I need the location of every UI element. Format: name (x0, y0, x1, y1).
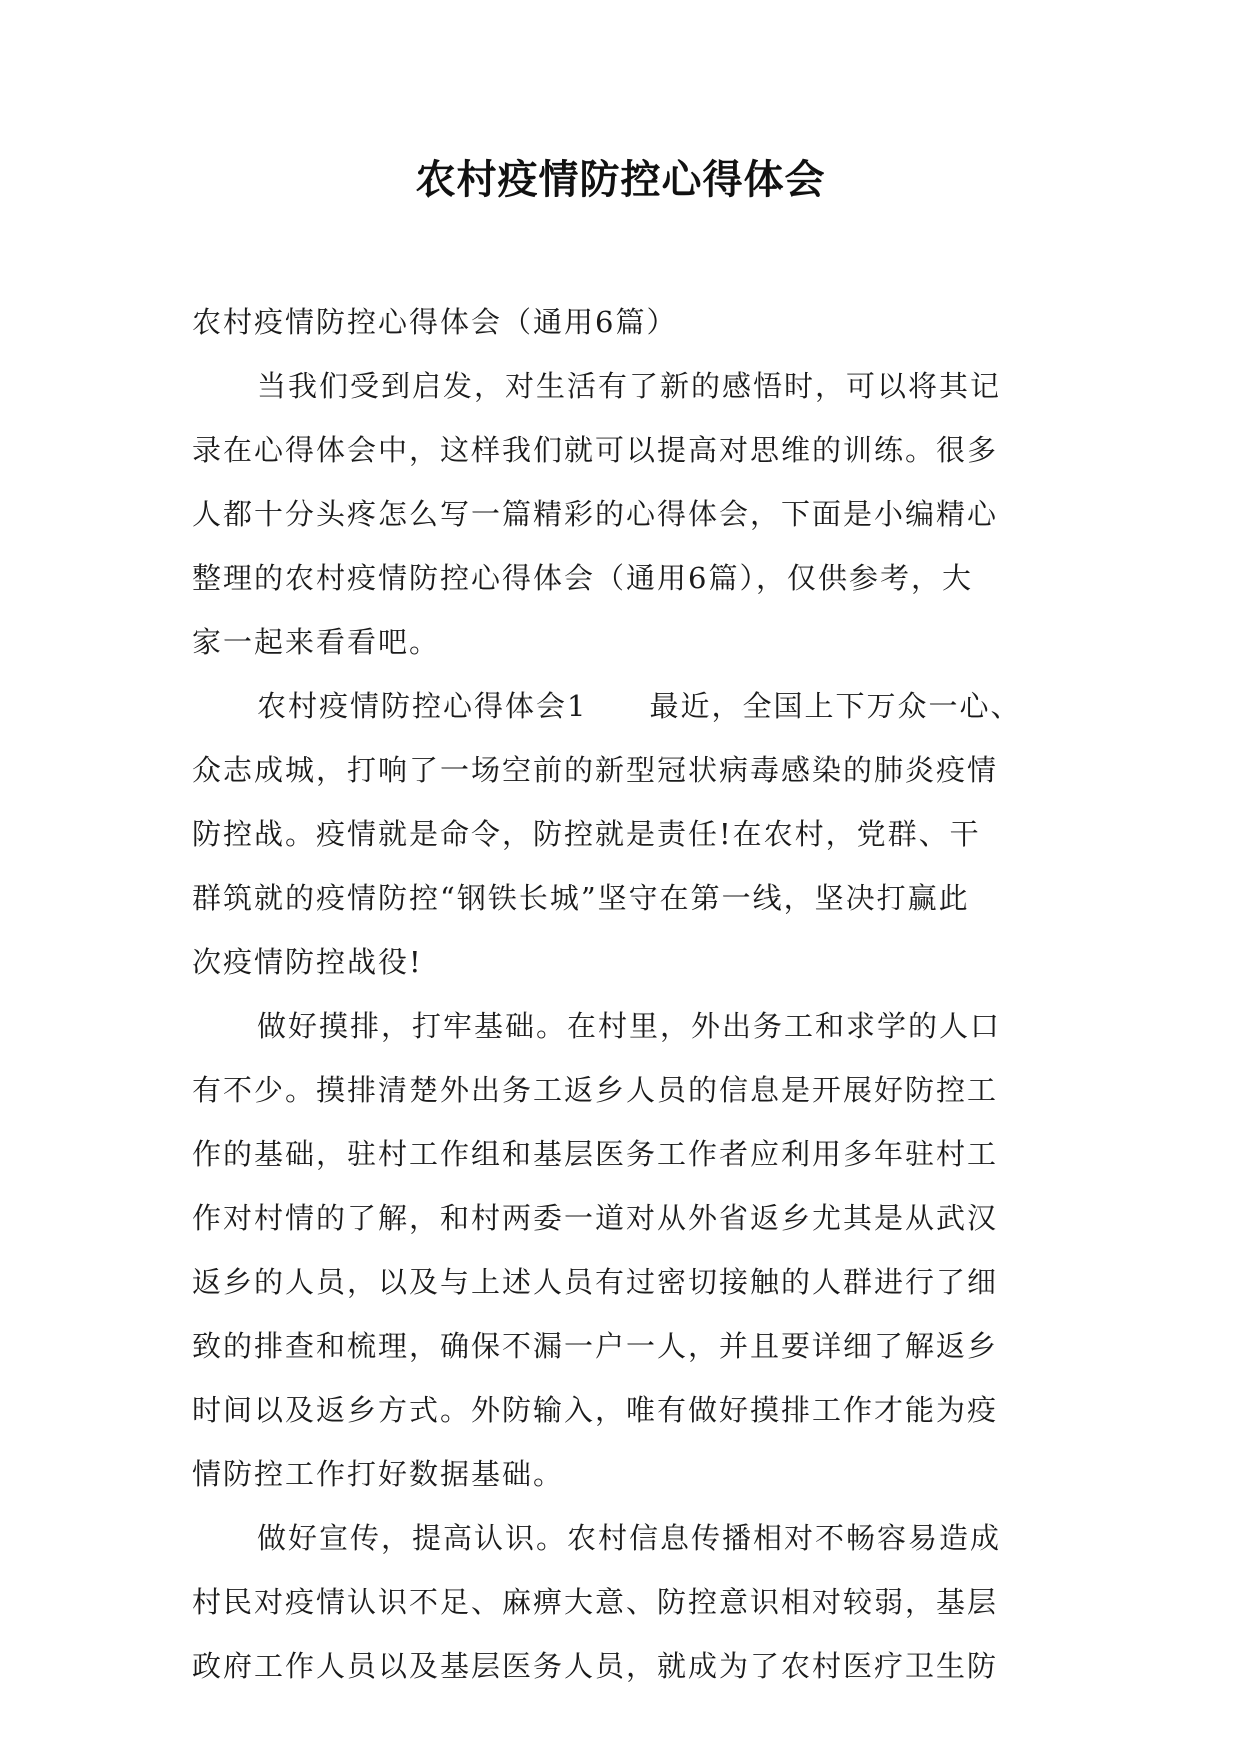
paragraph-line: 家一起来看看吧。 (192, 625, 441, 659)
paragraph-line: 致的排查和梳理，确保不漏一户一人，并且要详细了解返乡 (192, 1329, 999, 1363)
paragraph-line: 次疫情防控战役! (192, 945, 423, 979)
paragraph-line: 农村疫情防控心得体会1 最近，全国上下万众一心、 (257, 689, 1022, 723)
paragraph-line: 整理的农村疫情防控心得体会（通用6篇），仅供参考，大 (192, 561, 973, 595)
document-body (192, 290, 1062, 1698)
subtitle-line: 农村疫情防控心得体会（通用6篇） (192, 305, 678, 339)
paragraph-line: 做好摸排，打牢基础。在村里，外出务工和求学的人口 (257, 1009, 1002, 1043)
paragraph-line: 有不少。摸排清楚外出务工返乡人员的信息是开展好防控工 (192, 1073, 999, 1107)
paragraph-line: 情防控工作打好数据基础。 (192, 1457, 565, 1491)
paragraph-line: 群筑就的疫情防控“钢铁长城”坚守在第一线，坚决打赢此 (192, 881, 970, 915)
paragraph-line: 众志成城，打响了一场空前的新型冠状病毒感染的肺炎疫情 (192, 753, 999, 787)
paragraph-line: 录在心得体会中，这样我们就可以提高对思维的训练。很多 (192, 433, 999, 467)
paragraph-line: 做好宣传，提高认识。农村信息传播相对不畅容易造成 (257, 1521, 1002, 1555)
paragraph-line: 时间以及返乡方式。外防输入，唯有做好摸排工作才能为疫 (192, 1393, 999, 1427)
paragraph-line: 政府工作人员以及基层医务人员，就成为了农村医疗卫生防 (192, 1649, 999, 1683)
paragraph-line: 村民对疫情认识不足、麻痹大意、防控意识相对较弱，基层 (192, 1585, 999, 1619)
paragraph-line: 防控战。疫情就是命令，防控就是责任!在农村，党群、干 (192, 817, 981, 851)
paragraph-line: 作对村情的了解，和村两委一道对从外省返乡尤其是从武汉 (192, 1201, 999, 1235)
paragraph-line: 返乡的人员，以及与上述人员有过密切接触的人群进行了细 (192, 1265, 999, 1299)
page-title: 农村疫情防控心得体会 (415, 157, 826, 203)
paragraph-line: 当我们受到启发，对生活有了新的感悟时，可以将其记 (257, 369, 1002, 403)
paragraph-line: 人都十分头疼怎么写一篇精彩的心得体会，下面是小编精心 (192, 497, 999, 531)
paragraph-line: 作的基础，驻村工作组和基层医务工作者应利用多年驻村工 (192, 1137, 999, 1171)
